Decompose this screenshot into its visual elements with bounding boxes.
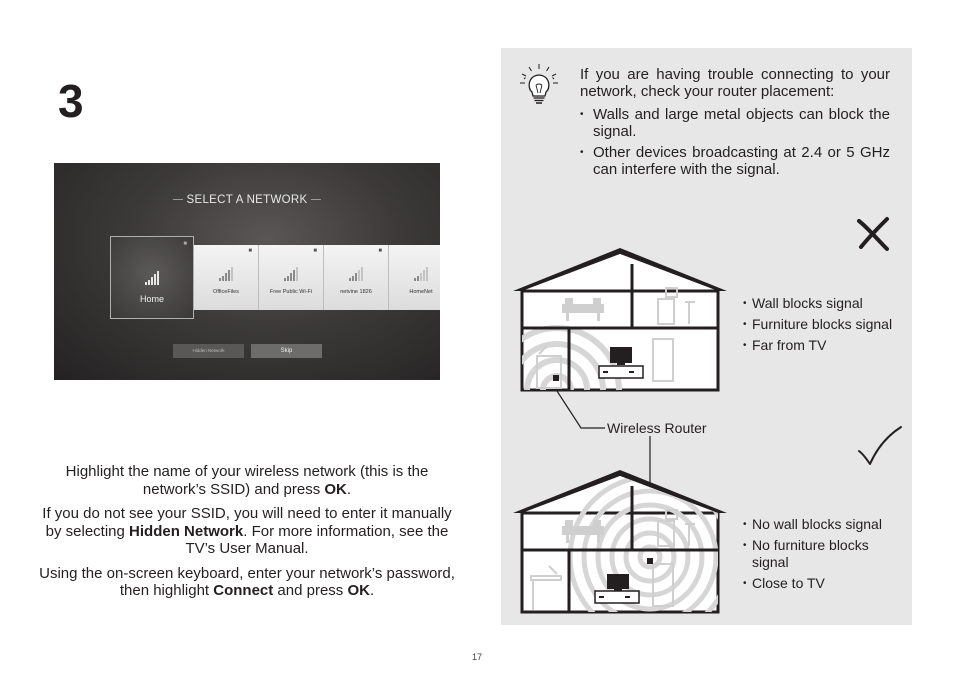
signal-bars-icon: [259, 267, 323, 281]
good-placement-reasons: [743, 516, 909, 596]
instruction-text: Highlight the name of your wireless network (this is the network’s SSID) and press: [65, 463, 429, 498]
selected-network-card[interactable]: [110, 236, 194, 319]
bad-placement-reasons: [743, 295, 909, 358]
instruction-key-hidden-network: Hidden Network: [129, 522, 244, 540]
tv-network-screen: [54, 163, 440, 380]
house-bad-placement-illustration: [509, 244, 731, 392]
lock-icon: ■: [313, 248, 317, 254]
good-reason-item: • Close to TV: [743, 575, 909, 592]
lock-icon: ■: [378, 248, 382, 254]
signal-bars-icon: [111, 271, 193, 285]
instruction-text: .: [369, 582, 375, 599]
instruction-text: .: [346, 480, 352, 498]
instruction-paragraph: [34, 565, 460, 600]
signal-bars-icon: [389, 267, 440, 281]
network-name: OfficeFiles: [213, 289, 239, 295]
tip-bullet: • Walls and large metal objects can block the signal.: [580, 106, 890, 140]
instruction-paragraph: [34, 505, 460, 558]
selected-network-name: Home: [139, 294, 164, 304]
good-reason-item: • No furniture blocks signal: [743, 537, 909, 571]
bad-reason-item: • Wall blocks signal: [743, 295, 909, 312]
instruction-text: Using the on-screen keyboard, enter your network’s password, then highlight: [39, 564, 455, 599]
bad-reason-item: • Furniture blocks signal: [743, 316, 909, 333]
checkmark-icon: [855, 424, 905, 472]
bad-reason-item: • Far from TV: [743, 337, 909, 354]
house-good-placement-illustration: [509, 466, 731, 614]
skip-button[interactable]: Skip: [251, 344, 322, 358]
x-mark-icon: [853, 213, 895, 255]
network-name: netvine 1826: [340, 289, 372, 295]
network-name: Free Public Wi-Fi: [269, 289, 313, 295]
tv-screen-title: SELECT A NETWORK: [54, 194, 440, 206]
instruction-paragraph: [34, 463, 460, 498]
signal-bars-icon: [324, 267, 388, 281]
instructions: [34, 463, 460, 607]
instruction-text: and press: [273, 582, 348, 599]
tip-bullet: • Other devices broadcasting at 2.4 or 5 GHz can interfere with the signal.: [580, 144, 890, 178]
lock-icon: ■: [183, 241, 187, 247]
step-number: 3: [58, 75, 84, 127]
instruction-text: . For more information, see the TV’s User Manual.: [185, 522, 449, 557]
network-card[interactable]: [259, 245, 324, 310]
network-list: [194, 245, 440, 310]
wireless-router-label: Wireless Router: [607, 420, 707, 436]
instruction-key-connect: Connect: [213, 582, 274, 599]
network-name: HomeNet: [409, 289, 433, 295]
lightbulb-icon: [517, 62, 561, 106]
signal-bars-icon: [194, 267, 258, 281]
instruction-text: If you do not see your SSID, you will need to enter it manually by selecting: [42, 505, 452, 540]
tip-list: [580, 106, 890, 178]
network-card[interactable]: [324, 245, 389, 310]
page-number: 17: [471, 652, 482, 662]
router-placement-tip-panel: [501, 48, 912, 625]
instruction-key-ok: OK: [347, 582, 370, 599]
tip-intro: If you are having trouble connecting to your network, check your router placement:: [580, 66, 890, 100]
tip-text: [580, 66, 890, 182]
network-card[interactable]: [194, 245, 259, 310]
hidden-network-button[interactable]: Hidden Network: [173, 344, 244, 358]
good-reason-item: • No wall blocks signal: [743, 516, 909, 533]
lock-icon: ■: [248, 248, 252, 254]
instruction-key-ok: OK: [324, 480, 347, 498]
network-card[interactable]: [389, 245, 440, 310]
